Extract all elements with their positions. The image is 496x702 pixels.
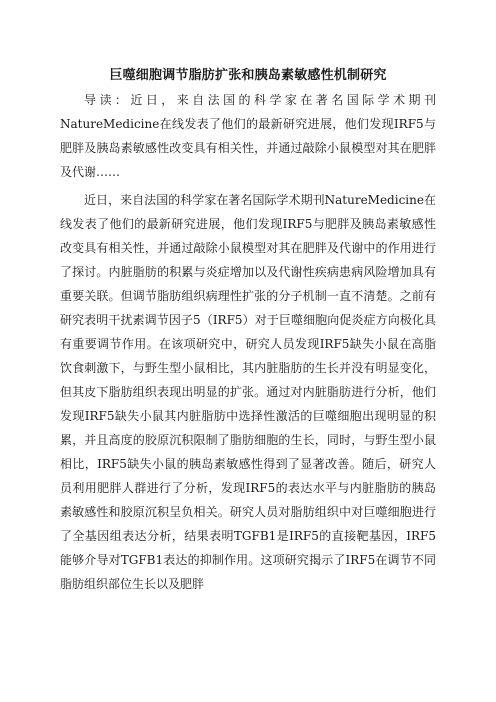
body-paragraph: 近日，来自法国的科学家在著名国际学术期刊NatureMedicine在线发表了他们的最新研究进展，他们发现IRF5与肥胖及胰岛素敏感性改变具有相关性，并通过敲除小鼠模型对其在肥胖及代谢中的作用进行了探讨。内脏脂肪的积累与炎症增加以及代谢性疾病患病风险增加具有重要关联。但调节脂肪组织病理性扩张的分子机制一直不清楚。之前有研究表明干扰素调节因子5（IRF5）对于巨噬细胞向促炎症方向极化具有重要调节作用。在该项研究中，研究人员发现IRF5缺失小鼠在高脂饮食刺激下，与野生型小鼠相比，其内脏脂肪的生长并没有明显变化，但其皮下脂肪组织表现出明显的扩张。通过对内脏脂肪进行分析，他们发现IRF5缺失小鼠其内脏脂肪中选择性激活的巨噬细胞出现明显的积累，并且高度的胶原沉积限制了脂肪细胞的生长，同时，与野生型小鼠相比，IRF5缺失小鼠的胰岛素敏感性得到了显著改善。随后，研究人员利用肥胖人群进行了分析，发现IRF5的表达水平与内脏脂肪的胰岛素敏感性和胶原沉积呈负相关。研究人员对脂肪组织中对巨噬细胞进行了全基因组表达分析，结果表明TGFB1是IRF5的直接靶基因，IRF5能够介导对TGFB1表达的抑制作用。这项研究揭示了IRF5在调节不同脂肪组织部位生长以及肥胖 — [60, 193, 436, 591]
document-title: 巨噬细胞调节脂肪扩张和胰岛素敏感性机制研究 — [109, 68, 387, 83]
lead-paragraph: 导读：近日，来自法国的科学家在著名国际学术期刊NatureMedicine在线发表了他们的最新研究进展，他们发现IRF5与肥胖及胰岛素敏感性改变具有相关性，并通过敲除小鼠模型对其在肥胖及代谢…… — [60, 93, 436, 179]
